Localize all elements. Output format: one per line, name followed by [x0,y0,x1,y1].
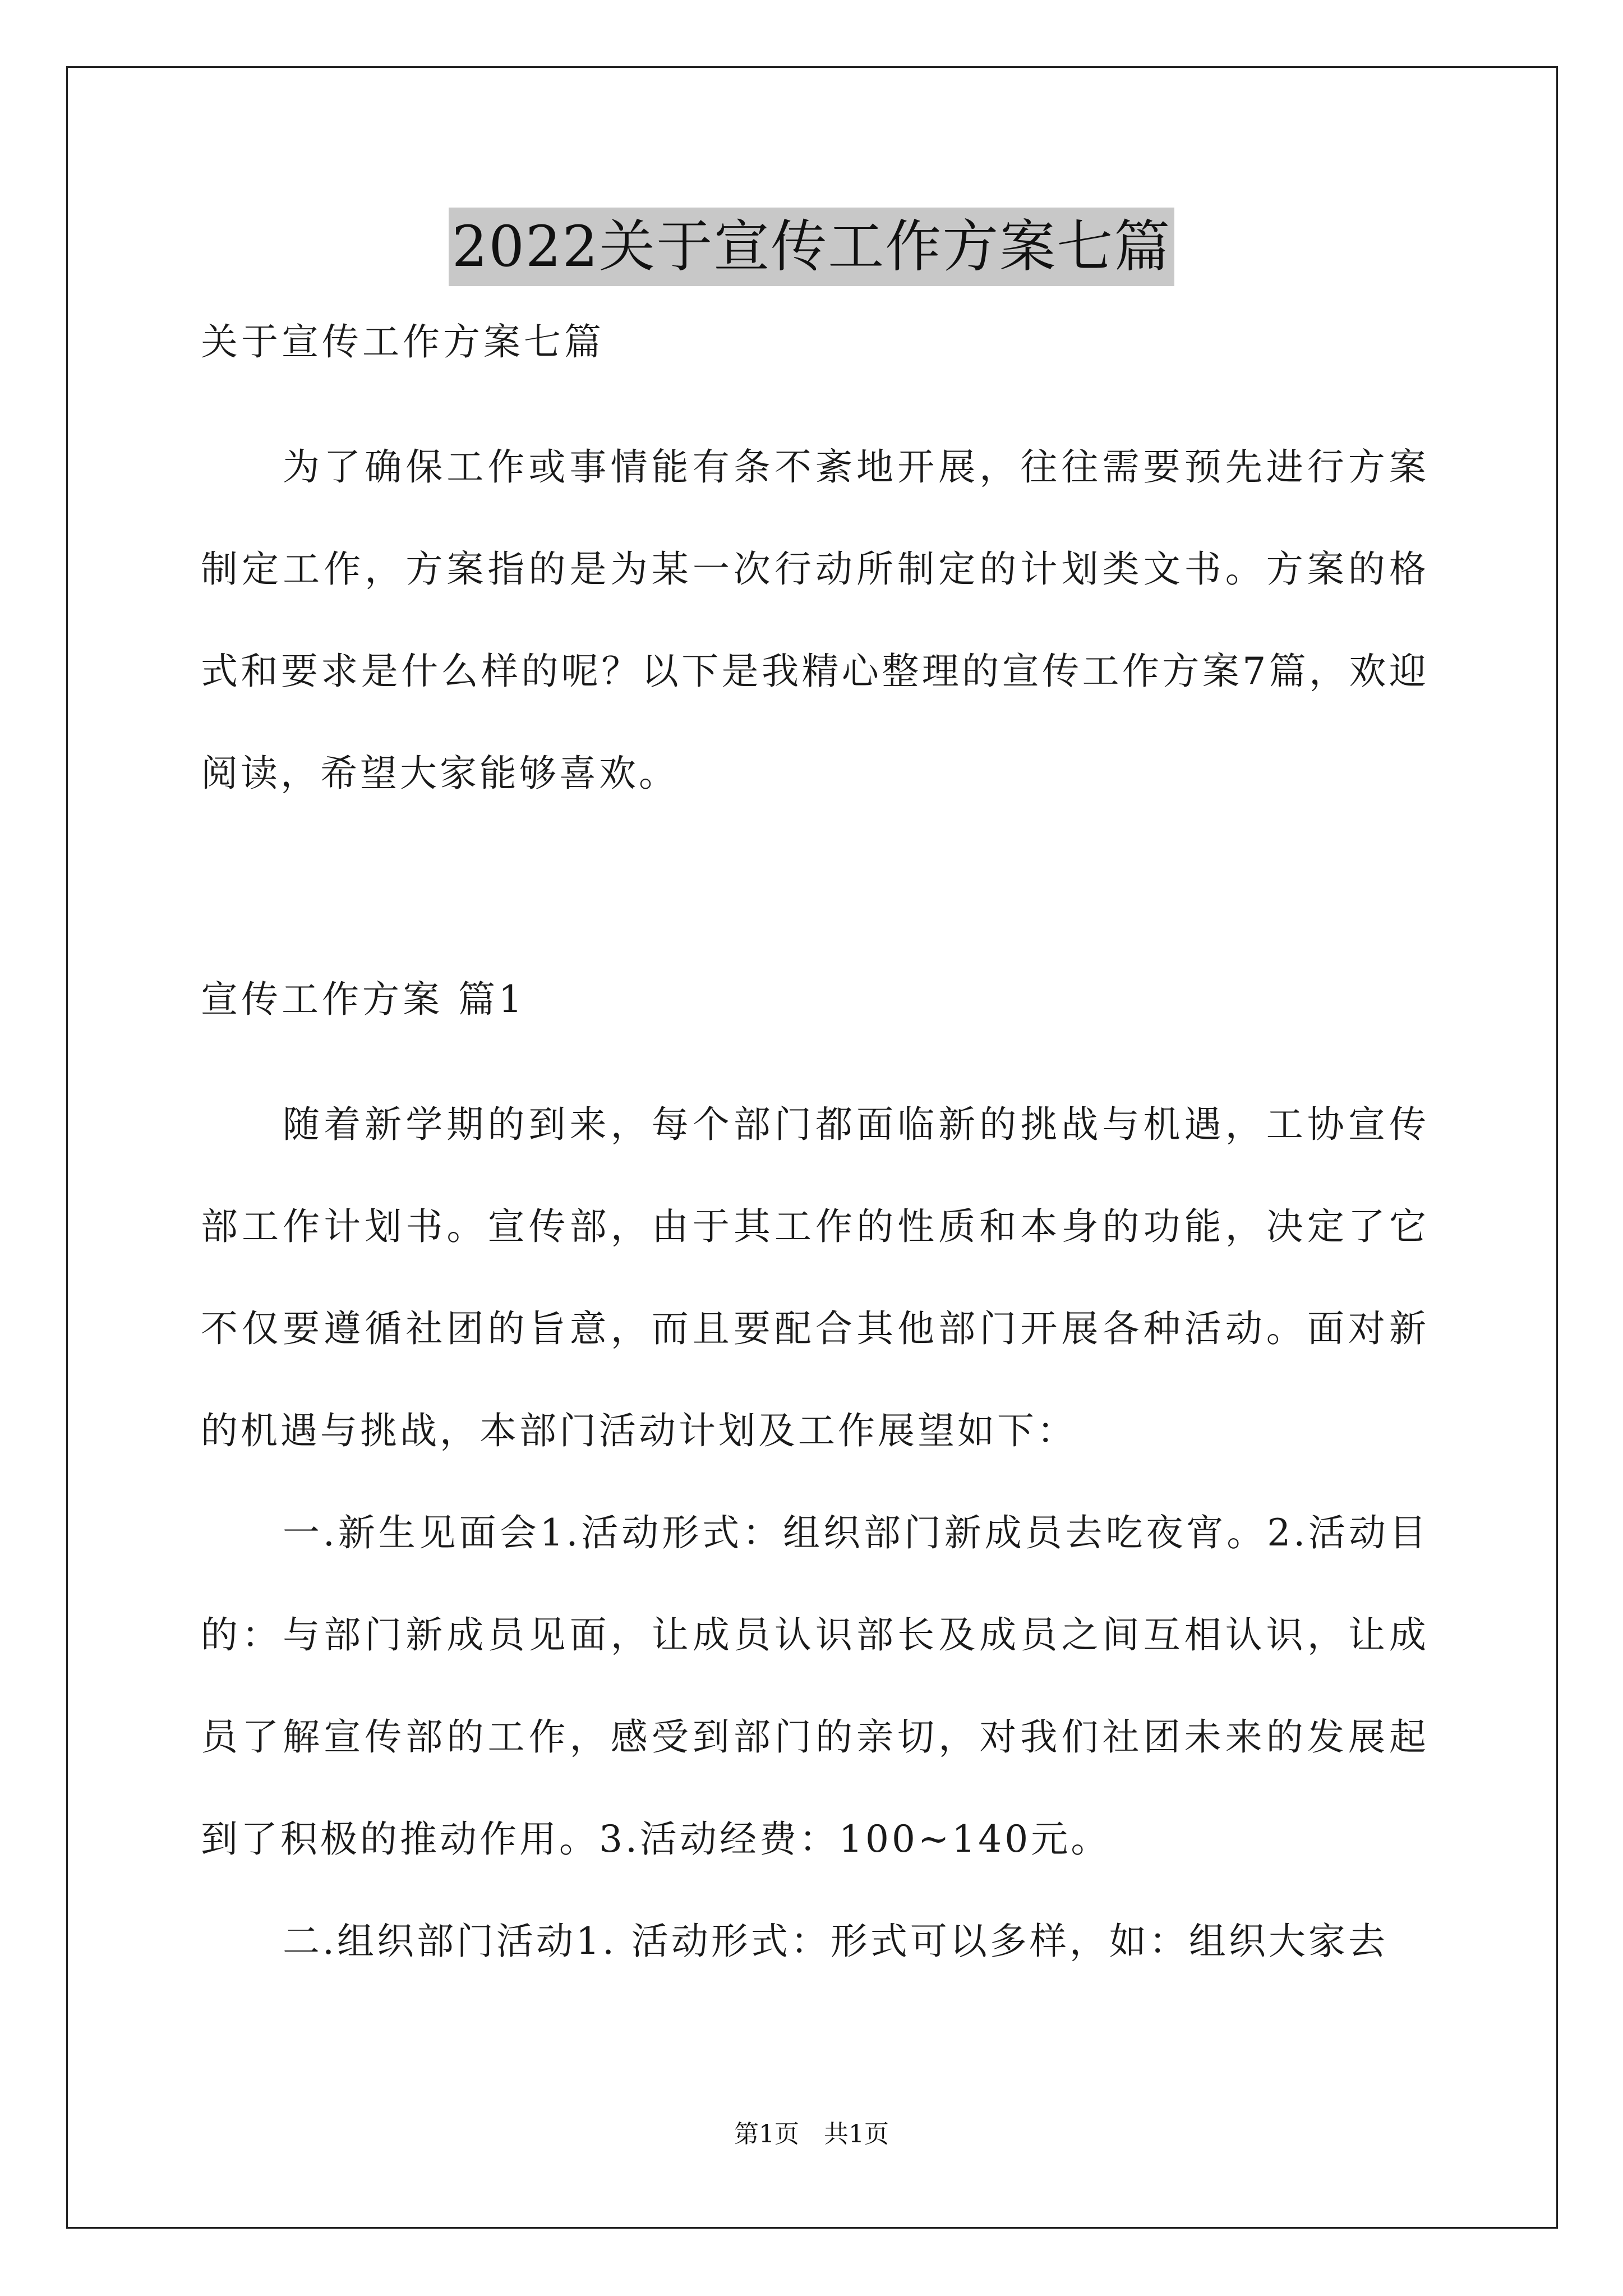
title-area [0,208,1623,286]
document-subtitle: 关于宣传工作方案七篇 [201,320,605,364]
body-paragraph: 二.组织部门活动1. 活动形式：形式可以多样，如：组织大家去 [283,1920,1388,1963]
section-heading: 宣传工作方案 篇1 [201,978,525,1021]
document-body [201,314,1429,1993]
page-number: 第1页 共1页 [734,2120,889,2148]
intro-paragraph: 为了确保工作或事情能有条不紊地开展，往往需要预先进行方案制定工作，方案指的是为某一次行动所制定的计划类文书。方案的格式和要求是什么样的呢？以下是我精心整理的宣传工作方案7篇，欢迎阅读，希望大家能够喜欢。 [201,445,1429,795]
body-paragraph: 一.新生见面会1.活动形式：组织部门新成员去吃夜宵。2.活动目的：与部门新成员见面，让成员认识部长及成员之间互相认识，让成员了解宣传部的工作，感受到部门的亲切，对我们社团未来的发展起到了积极的推动作用。3.活动经费：100~140元。 [201,1511,1429,1861]
document-title: 2022关于宣传工作方案七篇 [449,208,1175,286]
page-footer [0,2118,1623,2151]
body-paragraph: 随着新学期的到来，每个部门都面临新的挑战与机遇，工协宣传部工作计划书。宣传部，由于其工作的性质和本身的功能，决定了它不仅要遵循社团的旨意，而且要配合其他部门开展各种活动。面对新的机遇与挑战，本部门活动计划及工作展望如下： [201,1103,1429,1452]
